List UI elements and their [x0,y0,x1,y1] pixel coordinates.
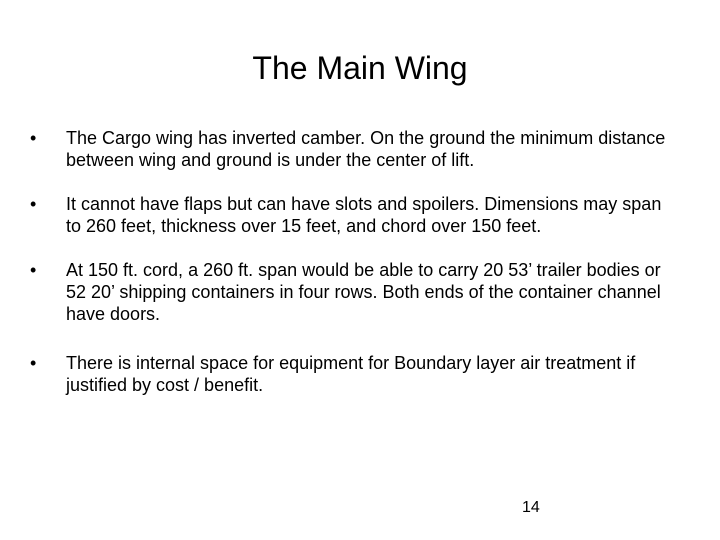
bullet-icon: • [30,260,37,280]
bullet-item [30,259,680,325]
bullet-text: The Cargo wing has inverted camber. On the ground the minimum distance between wing and ground is under the center of lift. [66,128,666,170]
page-number: 14 [522,499,540,516]
bullet-text: There is internal space for equipment for Boundary layer air treatment if justified by cost / benefit. [66,353,636,395]
bullet-item [30,352,680,396]
bullet-item [30,127,680,171]
bullet-icon: • [30,194,37,214]
bullet-icon: • [30,353,37,373]
slide-title: The Main Wing [252,50,468,86]
bullet-text: At 150 ft. cord, a 260 ft. span would be able to carry 20 53’ trailer bodies or 52 20’ shipping containers in four rows. Both ends of the container channel have doors. [66,260,661,324]
bullet-item [30,193,680,237]
bullet-text: It cannot have flaps but can have slots and spoilers. Dimensions may span to 260 feet, thickness over 15 feet, and chord over 150 feet. [66,194,662,236]
bullet-list [30,127,680,418]
bullet-icon: • [30,128,37,148]
